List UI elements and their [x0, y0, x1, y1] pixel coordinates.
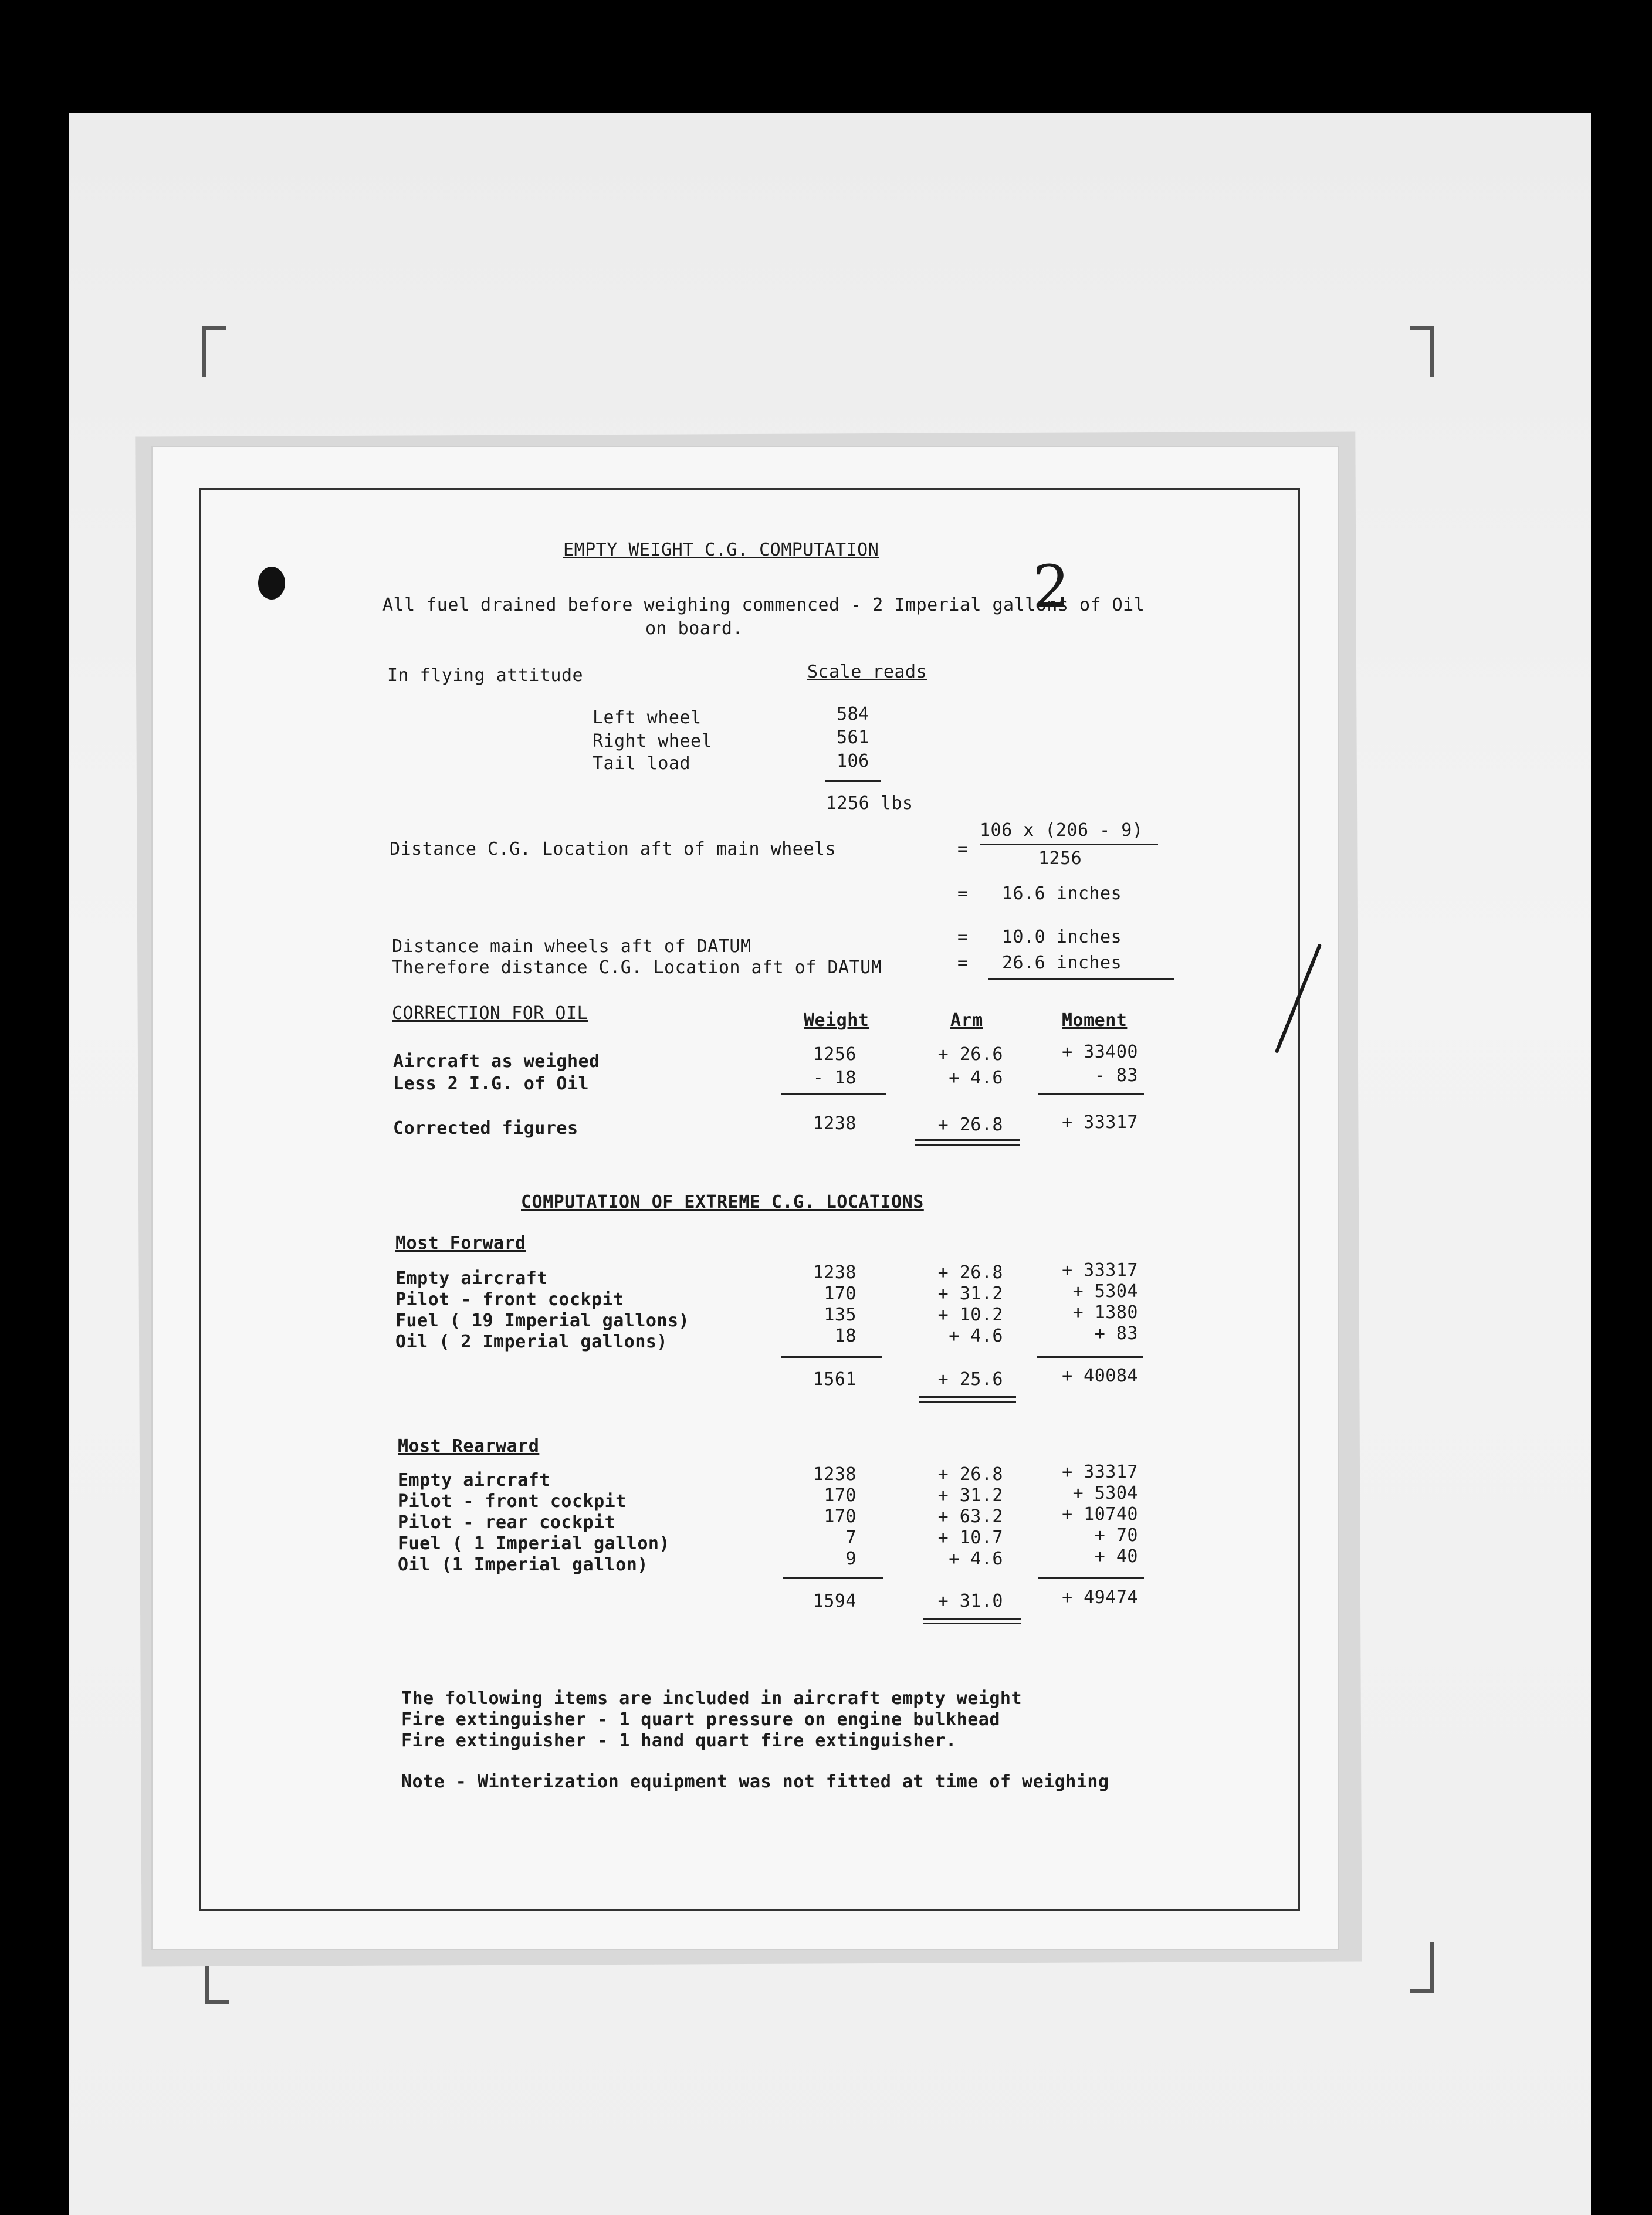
col-arm-header: Arm: [950, 1010, 983, 1031]
scale-value-right-wheel: 561: [837, 727, 869, 748]
correction-row-moment: + 33400: [1062, 1042, 1138, 1062]
corrected-arm-double-underline-2: [915, 1144, 1020, 1146]
forward-row-arm: + 31.2: [937, 1283, 1003, 1304]
eq-sign-2: =: [957, 883, 969, 904]
rearward-row-arm: + 26.8: [937, 1464, 1003, 1485]
correction-row-moment: - 83: [1094, 1065, 1138, 1086]
rearward-double-underline-2: [923, 1623, 1021, 1624]
rearward-heading: Most Rearward: [398, 1436, 540, 1457]
scale-label-left-wheel: Left wheel: [593, 707, 702, 728]
rearward-row-arm: + 31.2: [937, 1485, 1003, 1506]
rearward-row-weight: 9: [845, 1549, 857, 1569]
flying-attitude-label: In flying attitude: [387, 665, 584, 686]
rearward-row-weight: 1238: [813, 1464, 857, 1485]
rearward-total-weight: 1594: [813, 1591, 857, 1611]
eq-sign-1: =: [957, 839, 969, 859]
scale-sum-line: [825, 780, 881, 782]
distance-cg-result: 16.6 inches: [1002, 883, 1122, 904]
forward-total-weight: 1561: [813, 1369, 857, 1390]
rearward-double-underline: [923, 1618, 1021, 1620]
forward-row-weight: 1238: [813, 1262, 857, 1283]
forward-row-moment: + 5304: [1072, 1281, 1138, 1302]
forward-row-moment: + 33317: [1062, 1260, 1138, 1281]
rearward-total-arm: + 31.0: [937, 1591, 1003, 1611]
forward-double-underline: [919, 1396, 1016, 1398]
forward-sum-line-moment: [1037, 1356, 1143, 1358]
col-weight-header: Weight: [804, 1010, 869, 1031]
forward-row-arm: + 26.8: [937, 1262, 1003, 1283]
forward-row-weight: 135: [824, 1305, 857, 1325]
rearward-row-moment: + 40: [1094, 1546, 1138, 1567]
rearward-row-label: Empty aircraft: [398, 1470, 550, 1491]
crop-mark-top-right: [1410, 326, 1434, 377]
note-line: Note - Winterization equipment was not fitted at time of weighing: [401, 1772, 1109, 1792]
formula-bar: [980, 844, 1158, 845]
corrected-arm-double-underline: [915, 1139, 1020, 1141]
scale-reads-label: Scale reads: [807, 662, 927, 682]
correction-row-weight: 1256: [813, 1044, 857, 1065]
forward-row-weight: 170: [824, 1283, 857, 1304]
handwritten-page-number: 2: [1032, 553, 1070, 621]
rearward-row-arm: + 63.2: [937, 1506, 1003, 1527]
correction-row-label: Less 2 I.G. of Oil: [393, 1073, 590, 1094]
forward-row-weight: 18: [834, 1326, 857, 1346]
rearward-row-weight: 7: [845, 1528, 857, 1548]
correction-sum-line: [781, 1093, 886, 1095]
forward-double-underline-2: [919, 1401, 1016, 1403]
scale-label-right-wheel: Right wheel: [593, 731, 713, 751]
intro-line-2: on board.: [645, 618, 744, 639]
therefore-value: 26.6 inches: [1002, 953, 1122, 973]
corrected-moment: + 33317: [1062, 1112, 1138, 1133]
forward-sum-line: [781, 1356, 882, 1358]
forward-total-arm: + 25.6: [937, 1369, 1003, 1390]
forward-row-label: Oil ( 2 Imperial gallons): [395, 1332, 668, 1352]
note-line: The following items are included in aircraft empty weight: [401, 1688, 1023, 1709]
scale-value-tail-load: 106: [837, 751, 869, 771]
formula-numerator: 106 x (206 - 9): [980, 820, 1143, 841]
forward-row-label: Empty aircraft: [395, 1268, 548, 1289]
correction-heading: CORRECTION FOR OIL: [392, 1003, 588, 1024]
correction-row-arm: + 4.6: [949, 1068, 1003, 1088]
punch-hole: [258, 567, 285, 600]
rearward-row-moment: + 5304: [1072, 1483, 1138, 1503]
rearward-row-moment: + 10740: [1062, 1504, 1138, 1525]
extreme-heading: COMPUTATION OF EXTREME C.G. LOCATIONS: [521, 1192, 924, 1213]
forward-row-label: Fuel ( 19 Imperial gallons): [395, 1310, 690, 1331]
document-title: EMPTY WEIGHT C.G. COMPUTATION: [563, 540, 879, 560]
forward-row-label: Pilot - front cockpit: [395, 1289, 624, 1310]
therefore-label: Therefore distance C.G. Location aft of DATUM: [392, 957, 882, 978]
main-wheels-datum-label: Distance main wheels aft of DATUM: [392, 936, 751, 957]
eq-sign-4: =: [957, 953, 969, 973]
col-moment-header: Moment: [1062, 1010, 1128, 1031]
forward-row-arm: + 4.6: [949, 1326, 1003, 1346]
intro-line-1: All fuel drained before weighing commenced - 2 Imperial gallons of Oil: [382, 595, 1145, 615]
crop-mark-top-left: [202, 326, 226, 377]
correction-sum-line-moment: [1038, 1093, 1144, 1095]
forward-heading: Most Forward: [395, 1233, 526, 1254]
crop-mark-bottom-right: [1410, 1942, 1434, 1993]
distance-cg-label: Distance C.G. Location aft of main wheels: [390, 839, 837, 859]
document-sheet: [151, 446, 1339, 1950]
correction-row-label: Aircraft as weighed: [393, 1051, 600, 1072]
rearward-row-weight: 170: [824, 1485, 857, 1506]
therefore-underline: [988, 978, 1174, 980]
correction-row-weight: - 18: [813, 1068, 857, 1088]
forward-total-moment: + 40084: [1062, 1366, 1138, 1386]
correction-row-arm: + 26.6: [937, 1044, 1003, 1065]
note-line: Fire extinguisher - 1 quart pressure on engine bulkhead: [401, 1709, 1000, 1730]
rearward-row-arm: + 10.7: [937, 1528, 1003, 1548]
rearward-sum-line-moment: [1038, 1577, 1144, 1579]
rearward-total-moment: + 49474: [1062, 1587, 1138, 1608]
forward-row-arm: + 10.2: [937, 1305, 1003, 1325]
scale-value-left-wheel: 584: [837, 704, 869, 724]
formula-denominator: 1256: [1038, 848, 1082, 869]
forward-row-moment: + 1380: [1072, 1302, 1138, 1323]
rearward-row-arm: + 4.6: [949, 1549, 1003, 1569]
corrected-figures-label: Corrected figures: [393, 1118, 578, 1139]
eq-sign-3: =: [957, 927, 969, 947]
rearward-row-label: Pilot - front cockpit: [398, 1491, 627, 1512]
rearward-row-moment: + 70: [1094, 1525, 1138, 1546]
note-line: Fire extinguisher - 1 hand quart fire extinguisher.: [401, 1730, 957, 1751]
main-wheels-datum-value: 10.0 inches: [1002, 927, 1122, 947]
scale-total: 1256 lbs: [826, 793, 913, 814]
forward-row-moment: + 83: [1094, 1323, 1138, 1344]
corrected-arm: + 26.8: [937, 1115, 1003, 1135]
rearward-row-label: Pilot - rear cockpit: [398, 1512, 616, 1533]
rearward-row-weight: 170: [824, 1506, 857, 1527]
rearward-sum-line: [783, 1577, 883, 1579]
rearward-row-moment: + 33317: [1062, 1462, 1138, 1482]
corrected-weight: 1238: [813, 1113, 857, 1134]
rearward-row-label: Oil (1 Imperial gallon): [398, 1554, 648, 1575]
scale-label-tail-load: Tail load: [593, 753, 691, 774]
rearward-row-label: Fuel ( 1 Imperial gallon): [398, 1533, 671, 1554]
